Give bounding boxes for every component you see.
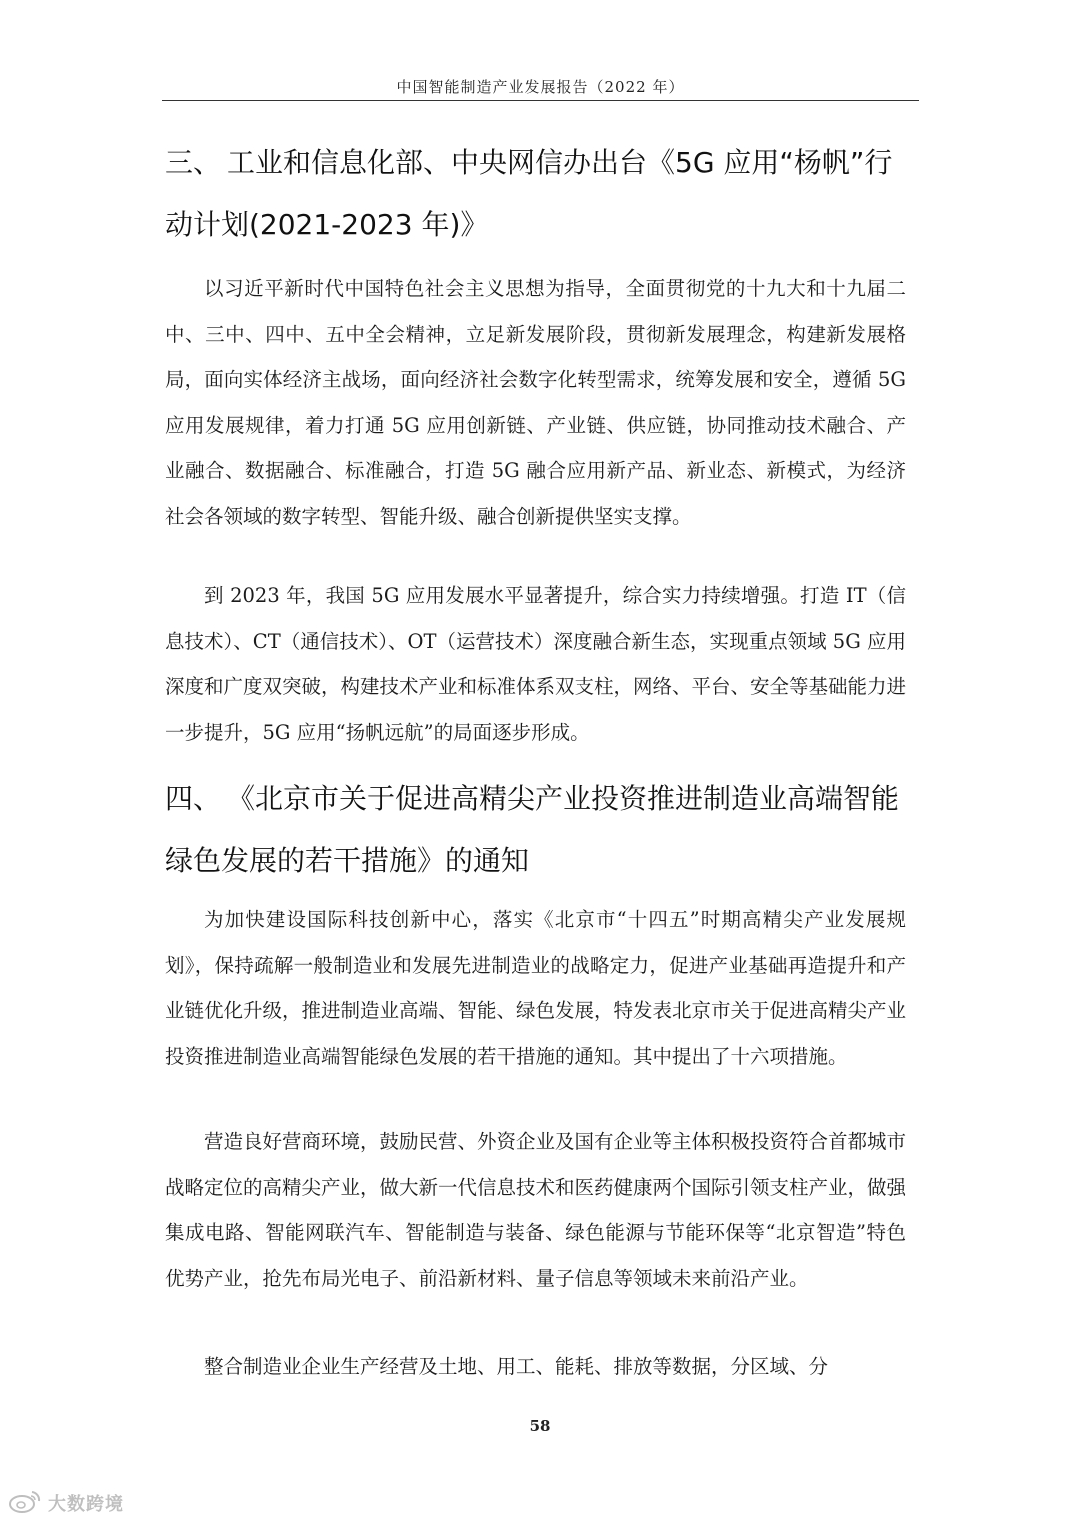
section-4-title-line-1: 《北京市关于促进高精尖产业投资推进制造业高端智能 bbox=[227, 782, 900, 815]
section-4-paragraph-2: 营造良好营商环境，鼓励民营、外资企业及国有企业等主体积极投资符合首都城市战略定位的高精尖产业，做大新一代信息技术和医药健康两个国际引领支柱产业，做强集成电路、智能网联汽车、智能制造与装备、绿色能源与节能环保等“北京智造”特色优势产业，抢先布局光电子、前沿新材料、量子信息等领域未来前沿产业。 bbox=[165, 1130, 907, 1290]
section-3-number: 三、 bbox=[165, 146, 222, 179]
section-4-paragraph-1: 为加快建设国际科技创新中心，落实《北京市“十四五”时期高精尖产业发展规划》，保持疏解一般制造业和发展先进制造业的战略定力，促进产业基础再造提升和产业链优化升级，推进制造业高端、智能、绿色发展，特发表北京市关于促进高精尖产业投资推进制造业高端智能绿色发展的若干措施的通知。其中提出了十六项措施。 bbox=[165, 908, 907, 1068]
header-rule bbox=[162, 100, 919, 101]
section-4-heading bbox=[165, 768, 910, 892]
watermark-text: 大数跨境 bbox=[48, 1494, 124, 1515]
section-4-paragraph-3: 整合制造业企业生产经营及土地、用工、能耗、排放等数据，分区域、分 bbox=[204, 1355, 829, 1378]
watermark bbox=[8, 1490, 124, 1516]
page-number: 58 bbox=[529, 1417, 551, 1435]
section-4-number: 四、 bbox=[165, 782, 222, 815]
running-header: 中国智能制造产业发展报告（2022 年） bbox=[396, 78, 685, 96]
section-3-paragraph-1: 以习近平新时代中国特色社会主义思想为指导，全面贯彻党的十九大和十九届二中、三中、四中、五中全会精神，立足新发展阶段，贯彻新发展理念，构建新发展格局，面向实体经济主战场，面向经济社会数字化转型需求，统筹发展和安全，遵循 5G 应用发展规律，着力打通 5G 应用创新链、产业链、供应链，协同推动技术融合、产业融合、数据融合、标准融合，打造 5G 融合应用新产品、新业态、新模式，为经济社会各领域的数字转型、智能升级、融合创新提供坚实支撑。 bbox=[165, 277, 906, 528]
section-3-paragraph-2: 到 2023 年，我国 5G 应用发展水平显著提升，综合实力持续增强。打造 IT（信息技术）、CT（通信技术）、OT（运营技术）深度融合新生态，实现重点领域 5G 应用深度和广度双突破，构建技术产业和标准体系双支柱，网络、平台、安全等基础能力进一步提升，5G 应用“扬帆远航”的局面逐步形成。 bbox=[165, 584, 907, 744]
section-3-title-line-2: 动计划(2021-2023 年)》 bbox=[165, 208, 489, 241]
section-4-title-line-2: 绿色发展的若干措施》的通知 bbox=[165, 844, 530, 877]
weibo-logo-icon bbox=[8, 1489, 42, 1517]
section-4-heading-line-1 bbox=[165, 768, 910, 830]
section-3-title-line-1: 工业和信息化部、中央网信办出台《5G 应用“杨帆”行 bbox=[227, 146, 893, 179]
section-3-heading-line-1 bbox=[165, 132, 910, 194]
section-3-heading bbox=[165, 132, 910, 256]
